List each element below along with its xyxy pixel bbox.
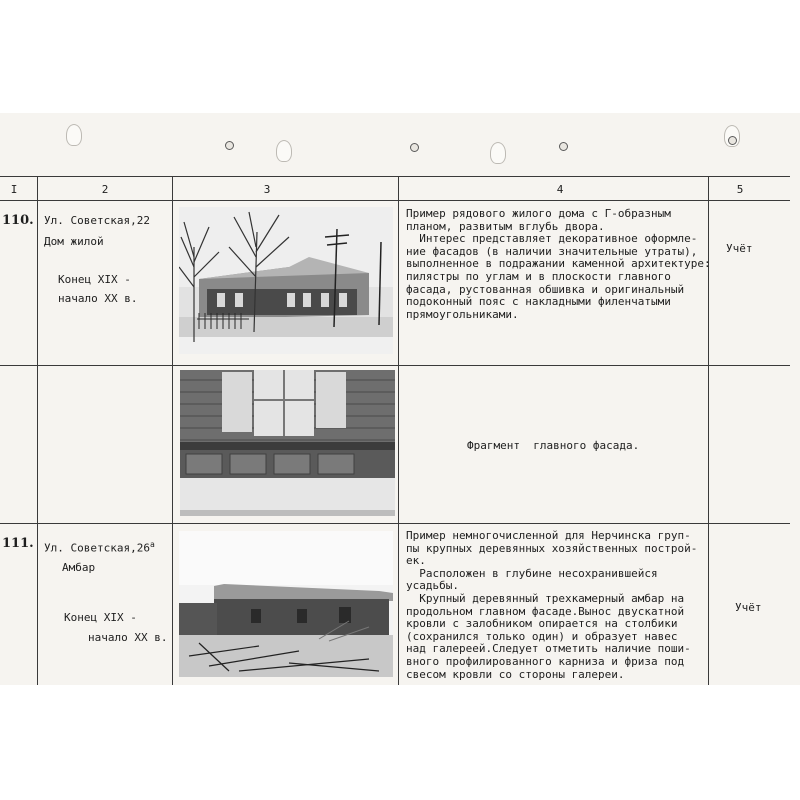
address-superscript: а <box>149 540 155 549</box>
table-rule <box>0 523 790 524</box>
binding-hole <box>410 143 419 152</box>
table-rule <box>398 176 399 685</box>
table-rule <box>0 365 790 366</box>
table-rule <box>37 176 38 685</box>
table-rule <box>172 176 173 685</box>
entry-number: 111. <box>2 536 34 551</box>
entry-period-start: Конец XIX - <box>64 611 137 624</box>
entry-period-end: начало XX в. <box>58 292 138 305</box>
entry-type: Дом жилой <box>44 235 104 248</box>
column-number: 3 <box>263 183 271 196</box>
entry-address: Ул. Советская,22 <box>44 214 150 227</box>
binding-tab <box>276 140 292 162</box>
entry-status: Учёт <box>726 242 753 255</box>
binding-hole <box>225 141 234 150</box>
column-number: 5 <box>736 183 744 196</box>
binding-tab <box>66 124 82 146</box>
entry-number: 110. <box>2 213 34 228</box>
column-number: 2 <box>101 183 109 196</box>
photo-caption: Фрагмент главного фасада. <box>467 439 640 452</box>
entry-description: Пример рядового жилого дома с Г-образным планом, развитым вглубь двора. Интерес представляет декоративное оформле- ние фасадов (в наличии значительные утраты), выполненное в подражании каменной архитектуре: пилястры по углам и в плоскости главного фасада, рустованная обшивка и оригинальный подоконный пояс с накладными филенчатыми прямоугольниками. <box>406 207 711 321</box>
binding-tab <box>490 142 506 164</box>
entry-address: Ул. $Советская,26^а$ <box>44 540 155 555</box>
table-rule <box>0 200 790 201</box>
binding-hole <box>559 142 568 151</box>
entry-type: Амбар <box>62 561 96 574</box>
entry-status: Учёт <box>735 601 762 614</box>
photo-house-street-view <box>179 207 393 354</box>
photo-barn <box>179 531 393 677</box>
table-rule <box>0 176 790 177</box>
binding-hole <box>728 136 737 145</box>
entry-period-start: Конец XIX - <box>58 273 131 286</box>
binding-strip <box>0 113 800 175</box>
photo-facade-fragment <box>180 370 395 516</box>
entry-description: Пример немногочисленной для Нерчинска груп- пы крупных деревянных хозяйственных построй- ек. Расположен в глубине несохранившейся усадьбы. Крупный деревянный трехкамерный амбар на продольном главном фасаде.Вынос двускатной кровли с залобником опирается на столбики (сохранился только один) и образует навес над галереей.Следует отметить наличие поши- вного профилированного карниза и фриза под свесом кровли со стороны галереи. <box>406 529 698 681</box>
column-number: I <box>10 183 18 196</box>
column-number: 4 <box>556 183 564 196</box>
entry-period-end: начало XX в. <box>88 631 168 644</box>
